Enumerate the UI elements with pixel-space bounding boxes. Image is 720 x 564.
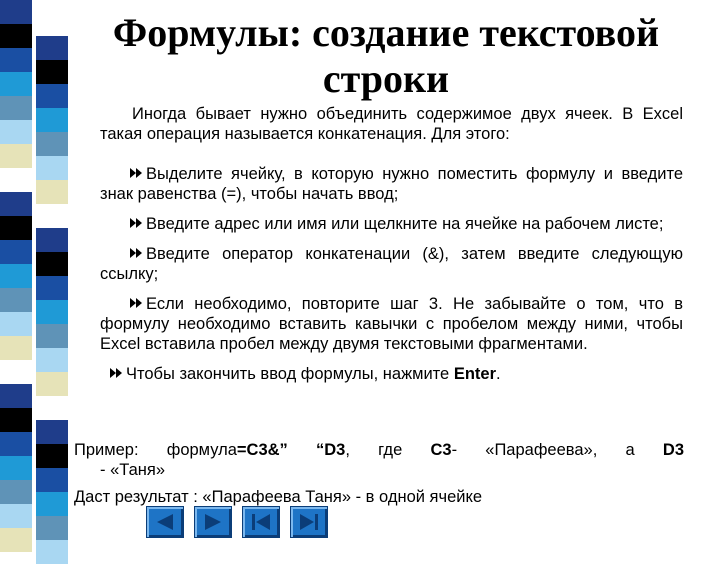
- strip-square: [36, 492, 68, 516]
- next-slide-icon: [195, 507, 231, 537]
- strip-square: [36, 180, 68, 204]
- strip-square: [0, 0, 32, 24]
- strip-square: [0, 72, 32, 96]
- bullet-1: Выделите ячейку, в которую нужно поместить формулу и введите знак равенства (=), чтобы начать ввод;: [100, 165, 683, 203]
- strip-square: [0, 168, 32, 192]
- strip-square: [36, 36, 68, 60]
- strip-square: [0, 408, 32, 432]
- strip-square: [0, 96, 32, 120]
- strip-square: [36, 348, 68, 372]
- strip-square: [36, 132, 68, 156]
- example-continuation: - «Таня»: [100, 461, 165, 479]
- double-arrow-icon: [130, 217, 142, 229]
- strip-square: [0, 528, 32, 552]
- strip-square: [0, 504, 32, 528]
- strip-square: [36, 228, 68, 252]
- slide-body: [100, 104, 683, 384]
- strip-square: [0, 384, 32, 408]
- strip-square: [36, 468, 68, 492]
- bullet-2: Введите адрес или имя или щелкните на ячейке на рабочем листе;: [100, 214, 683, 234]
- strip-square: [0, 480, 32, 504]
- title-line-1: Формулы: создание текстовой: [112, 10, 660, 55]
- strip-square: [0, 360, 32, 384]
- intro-paragraph: Иногда бывает нужно объединить содержимое двух ячеек. В Excel такая операция называется конкатенация. Для этого:: [100, 105, 683, 143]
- double-arrow-icon: [130, 247, 142, 259]
- last-slide-button[interactable]: [290, 506, 328, 538]
- double-arrow-icon: [130, 167, 142, 179]
- strip-square: [0, 240, 32, 264]
- last-slide-icon: [291, 507, 327, 537]
- first-slide-icon: [243, 507, 279, 537]
- bullet-3: Введите оператор конкатенации (&), затем введите следующую ссылку;: [100, 245, 683, 283]
- strip-square: [36, 60, 68, 84]
- result-paragraph: Даст результат : «Парафеева Таня» - в одной ячейке: [74, 488, 483, 506]
- strip-square: [36, 156, 68, 180]
- strip-square: [0, 192, 32, 216]
- strip-square: [36, 396, 68, 420]
- slide-title: [78, 10, 694, 102]
- prev-slide-icon: [147, 507, 183, 537]
- strip-square: [0, 432, 32, 456]
- first-slide-button[interactable]: [242, 506, 280, 538]
- next-slide-button[interactable]: [194, 506, 232, 538]
- strip-square: [36, 516, 68, 540]
- strip-square: [36, 372, 68, 396]
- strip-square: [36, 444, 68, 468]
- strip-square: [0, 144, 32, 168]
- strip-square: [36, 540, 68, 564]
- double-arrow-icon: [110, 367, 122, 379]
- bullet-5: Чтобы закончить ввод формулы, нажмите Enter.: [100, 364, 683, 384]
- strip-square: [0, 120, 32, 144]
- strip-square: [0, 264, 32, 288]
- prev-slide-button[interactable]: [146, 506, 184, 538]
- strip-square: [0, 216, 32, 240]
- strip-square: [36, 252, 68, 276]
- strip-square: [0, 288, 32, 312]
- strip-square: [36, 108, 68, 132]
- strip-square: [0, 312, 32, 336]
- strip-square: [36, 324, 68, 348]
- strip-square: [36, 276, 68, 300]
- navigation-bar: [146, 506, 326, 536]
- example-paragraph: Пример: формула=C3&” “D3, где C3- «Парафеева», а D3 - «Таня»: [74, 441, 684, 479]
- strip-square: [0, 24, 32, 48]
- strip-square: [36, 204, 68, 228]
- strip-square: [36, 420, 68, 444]
- strip-square: [0, 456, 32, 480]
- strip-square: [36, 12, 68, 36]
- title-line-2: строки: [322, 56, 450, 101]
- strip-square: [36, 84, 68, 108]
- decorative-strip: [0, 0, 72, 540]
- bullet-4: Если необходимо, повторите шаг 3. Не забывайте о том, что в формулу необходимо вставить кавычки с пробелом между ними, чтобы Excel вставила пробел между двумя текстовыми фрагментами.: [100, 295, 683, 353]
- strip-square: [36, 300, 68, 324]
- strip-square: [0, 48, 32, 72]
- strip-square: [0, 336, 32, 360]
- double-arrow-icon: [130, 297, 142, 309]
